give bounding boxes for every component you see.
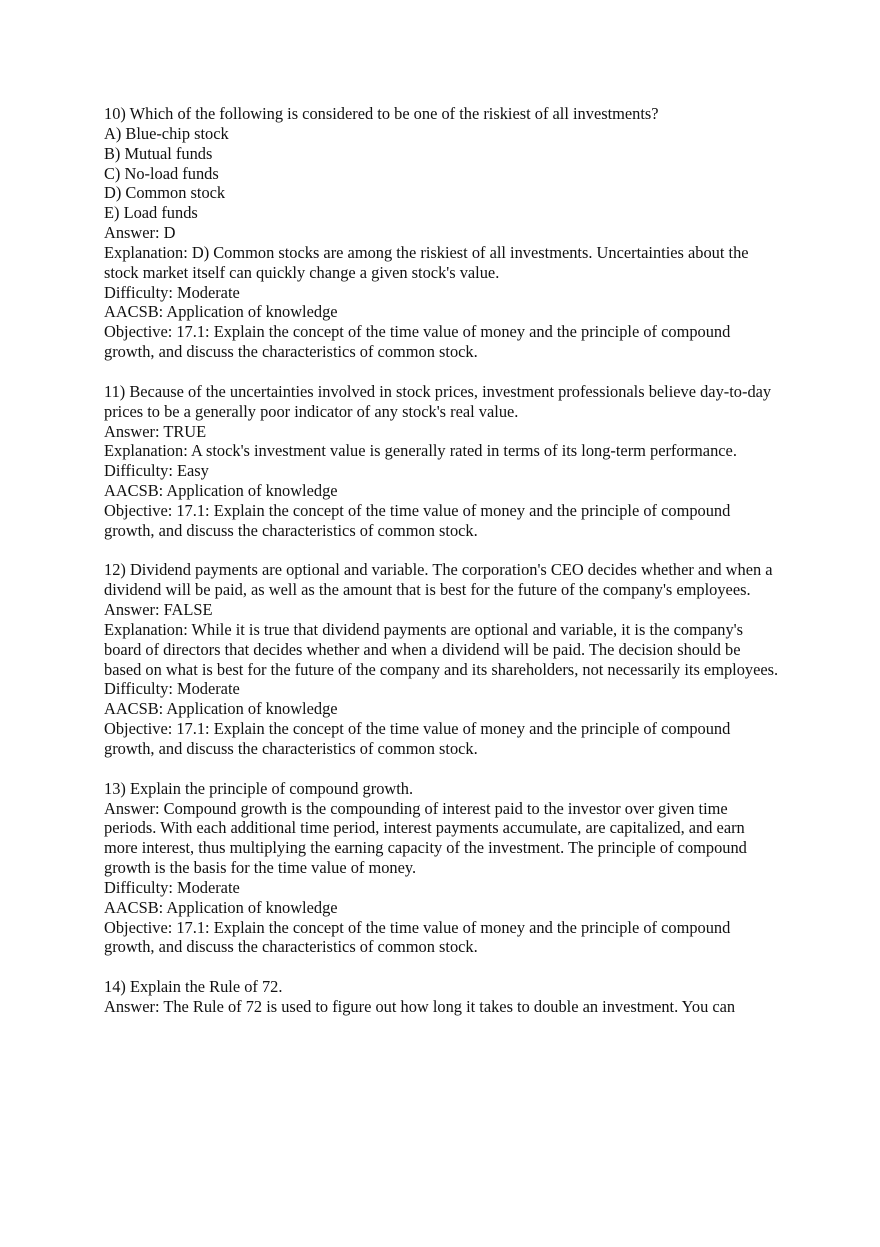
explanation: Explanation: While it is true that dividend payments are optional and variable, it is the company's board of directors that decides whether and when a dividend will be paid. The decision should be based on what is best for the future of the company and its shareholders, not necessarily its employees. (104, 619, 779, 679)
option-b: B) Mutual funds (104, 143, 213, 163)
aacsb: AACSB: Application of knowledge (104, 302, 338, 322)
question-10 (104, 104, 780, 362)
question-11 (104, 382, 780, 541)
option-d: D) Common stock (104, 183, 226, 203)
difficulty: Difficulty: Moderate (104, 877, 240, 897)
objective: Objective: 17.1: Explain the concept of the time value of money and the principle of compound growth, and discuss the characteristics of common stock. (104, 719, 731, 758)
question-14 (104, 977, 780, 1017)
difficulty: Difficulty: Easy (104, 461, 209, 481)
question-stem: 10) Which of the following is considered to be one of the riskiest of all investments? (104, 104, 659, 123)
document-content (104, 104, 780, 1037)
option-e: E) Load funds (104, 203, 198, 223)
difficulty: Difficulty: Moderate (104, 282, 240, 302)
answer: Answer: Compound growth is the compounding of interest paid to the investor over given time periods. With each additional time period, interest payments accumulate, are capitalized, and earn more interest, thus multiplying the earning capacity of the investment. The principle of compound growth is the basis for the time value of money. (104, 798, 747, 878)
question-stem: 11) Because of the uncertainties involved in stock prices, investment professionals believe day-to-day prices to be a generally poor indicator of any stock's real value. (104, 381, 772, 421)
aacsb: AACSB: Application of knowledge (104, 897, 338, 917)
question-13 (104, 779, 780, 958)
option-a: A) Blue-chip stock (104, 123, 229, 143)
aacsb: AACSB: Application of knowledge (104, 699, 338, 719)
difficulty: Difficulty: Moderate (104, 679, 240, 699)
option-c: C) No-load funds (104, 163, 219, 183)
aacsb: AACSB: Application of knowledge (104, 481, 338, 501)
question-stem: 14) Explain the Rule of 72. (104, 977, 283, 997)
answer: Answer: The Rule of 72 is used to figure out how long it takes to double an investment. You can (104, 996, 736, 1016)
explanation: Explanation: D) Common stocks are among the riskiest of all investments. Uncertainties about the stock market itself can quickly change a given stock's value. (104, 242, 749, 282)
objective: Objective: 17.1: Explain the concept of the time value of money and the principle of compound growth, and discuss the characteristics of common stock. (104, 322, 731, 362)
explanation: Explanation: A stock's investment value is generally rated in terms of its long-term performance. (104, 441, 737, 461)
question-stem: 12) Dividend payments are optional and variable. The corporation's CEO decides whether and when a dividend will be paid, as well as the amount that is best for the future of the company's employees. (104, 560, 773, 600)
objective: Objective: 17.1: Explain the concept of the time value of money and the principle of compound growth, and discuss the characteristics of common stock. (104, 500, 731, 540)
answer: Answer: FALSE (104, 600, 213, 620)
question-stem: 13) Explain the principle of compound growth. (104, 778, 414, 798)
objective: Objective: 17.1: Explain the concept of the time value of money and the principle of compound growth, and discuss the characteristics of common stock. (104, 917, 731, 957)
question-12 (104, 560, 780, 758)
answer: Answer: D (104, 223, 176, 243)
answer: Answer: TRUE (104, 421, 207, 441)
